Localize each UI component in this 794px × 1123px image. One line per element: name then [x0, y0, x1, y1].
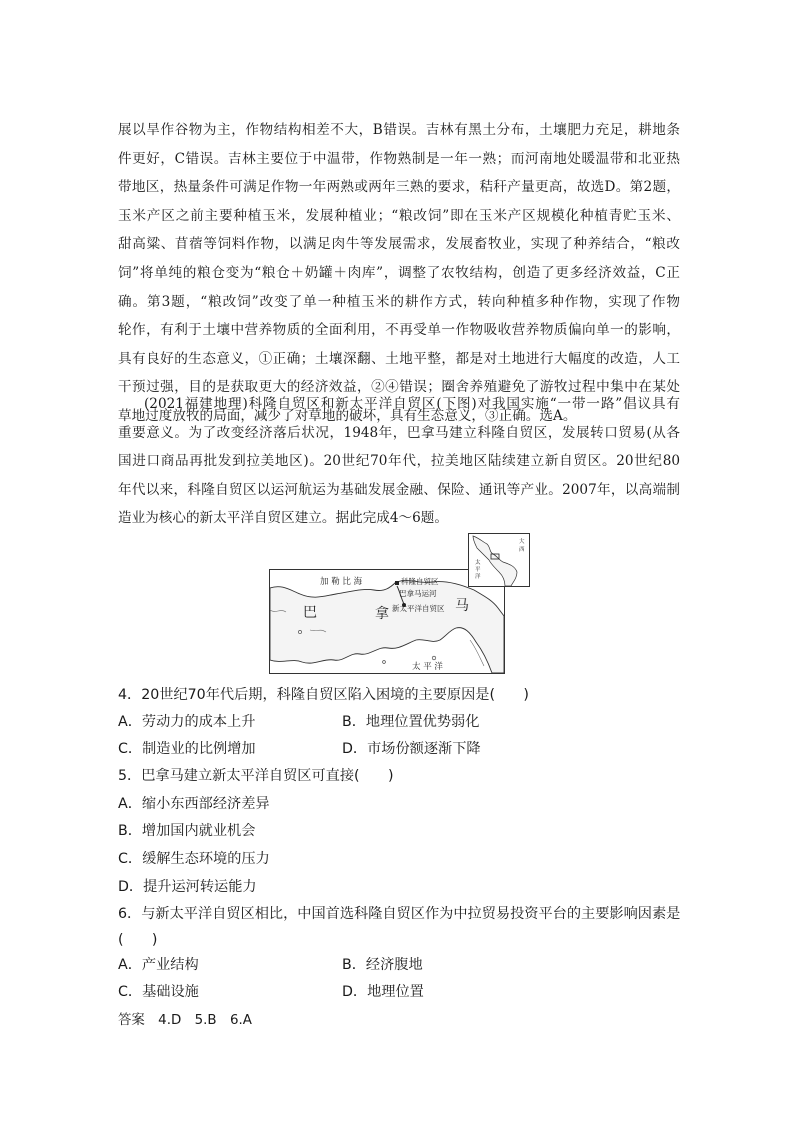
text-line: 确。第3题，“粮改饲”改变了单一种植玉米的耕作方式，转向种植多种作物，实现了作物	[118, 293, 680, 310]
question-4-option-d[interactable]: D．市场份额逐渐下降	[342, 741, 481, 757]
caribbean-label: 加 勒 比 海	[320, 577, 363, 587]
question-6-option-c[interactable]: C．基础设施	[118, 984, 199, 1000]
text-line: (2021福建地理)科隆自贸区和新太平洋自贸区(下图)对我国实施“一带一路”倡议具有	[144, 396, 680, 412]
text-line: 轮作，有利于土壤中营养物质的全面利用，不再受单一作物吸收营养物质偏向单一的影响，	[118, 322, 680, 339]
text-line: 年代以来，科隆自贸区以运河航运为基础发展金融、保险、通讯等产业。2007年，以高端制	[118, 481, 680, 498]
inset-map-drawing	[469, 534, 529, 586]
canal-label: 巴拿马运河	[399, 589, 437, 598]
inset-label: 大	[519, 539, 525, 545]
text-line: 具有良好的生态意义，①正确；土壤深翻、土地平整，都是对土地进行大幅度的改造，人工	[118, 350, 680, 367]
country-char-1: 巴	[303, 605, 317, 621]
colon-marker	[395, 581, 399, 585]
island	[298, 630, 301, 633]
pacific-label: 太 平 洋	[412, 662, 443, 672]
text-line: 造业为核心的新太平洋自贸区建立。据此完成4～6题。	[118, 510, 448, 527]
inset-label: 太	[475, 560, 481, 566]
text-line: 玉米产区之前主要种植玉米，发展种植业；“粮改饲”即在玉米产区规模化种植青贮玉米、	[118, 207, 680, 224]
panama-landmass	[270, 581, 504, 673]
question-5-option-a[interactable]: A．缩小东西部经济差异	[118, 796, 270, 812]
country-char-2: 拿	[375, 606, 389, 622]
question-6-option-b[interactable]: B．经济腹地	[342, 957, 423, 973]
text-line: 饲”将单纯的粮仓变为“粮仓＋奶罐＋肉库”，调整了农牧结构，创造了更多经济效益，C正	[118, 264, 680, 281]
question-5-stem: 5．巴拿马建立新太平洋自贸区可直接( )	[118, 768, 394, 784]
question-4-option-c[interactable]: C．制造业的比例增加	[118, 741, 256, 757]
question-5-option-d[interactable]: D．提升运河转运能力	[118, 879, 257, 895]
inset-map	[468, 533, 530, 587]
passage-paragraph	[118, 390, 680, 533]
question-6-stem-continuation: ( )	[118, 932, 158, 948]
new-pacific-label: 新太平洋自贸区	[392, 604, 445, 613]
text-line: 带地区，热量条件可满足作物一年两熟或两年三熟的要求，秸秆产量更高，故选D。第2题，	[118, 179, 680, 196]
island	[383, 661, 386, 664]
country-char-3: 马	[455, 598, 469, 614]
colon-label: 科隆自贸区	[401, 577, 439, 586]
text-line: 展以旱作谷物为主，作物结构相差不大，B错误。吉林有黑土分布，土壤肥力充足，耕地条	[118, 122, 680, 138]
text-line: 草地过度放牧的局面，减少了对草地的破坏，具有生态意义，③正确。选A。	[118, 407, 577, 424]
question-5-option-c[interactable]: C．缓解生态环境的压力	[118, 851, 270, 867]
question-4-stem: 4．20世纪70年代后期，科隆自贸区陷入困境的主要原因是( )	[118, 687, 529, 703]
text-line: 重要意义。为了改变经济落后状况，1948年，巴拿马建立科隆自贸区，发展转口贸易(从各	[118, 424, 680, 441]
text-line: 件更好，C错误。吉林主要位于中温带，作物熟制是一年一熟；而河南地处暖温带和北亚热	[118, 150, 680, 167]
inset-label: 西	[519, 547, 525, 553]
answer-line: 答案 4.D 5.B 6.A	[118, 1013, 252, 1028]
text-line: 干预过强，目的是获取更大的经济效益，②④错误；圈舍养殖避免了游牧过程中集中在某处	[118, 379, 680, 396]
island	[432, 656, 436, 660]
question-4-option-a[interactable]: A．劳动力的成本上升	[118, 714, 256, 730]
inset-label: 平	[475, 567, 481, 573]
question-4-option-b[interactable]: B．地理位置优势弱化	[342, 714, 480, 730]
explanation-paragraph	[118, 116, 680, 431]
inset-label: 洋	[475, 574, 481, 580]
question-6-option-d[interactable]: D．地理位置	[342, 984, 424, 1000]
question-6-stem: 6．与新太平洋自贸区相比，中国首选科隆自贸区作为中拉贸易投资平台的主要影响因素是	[118, 906, 681, 922]
text-line: 甜高粱、苜蓿等饲料作物，以满足肉牛等发展需求，发展畜牧业，实现了种养结合，“粮改	[118, 236, 680, 253]
text-line: 国进口商品再批发到拉美地区)。20世纪70年代，拉美地区陆续建立新自贸区。20世纪80	[118, 453, 680, 470]
question-6-option-a[interactable]: A．产业结构	[118, 957, 199, 973]
question-5-option-b[interactable]: B．增加国内就业机会	[118, 823, 256, 839]
